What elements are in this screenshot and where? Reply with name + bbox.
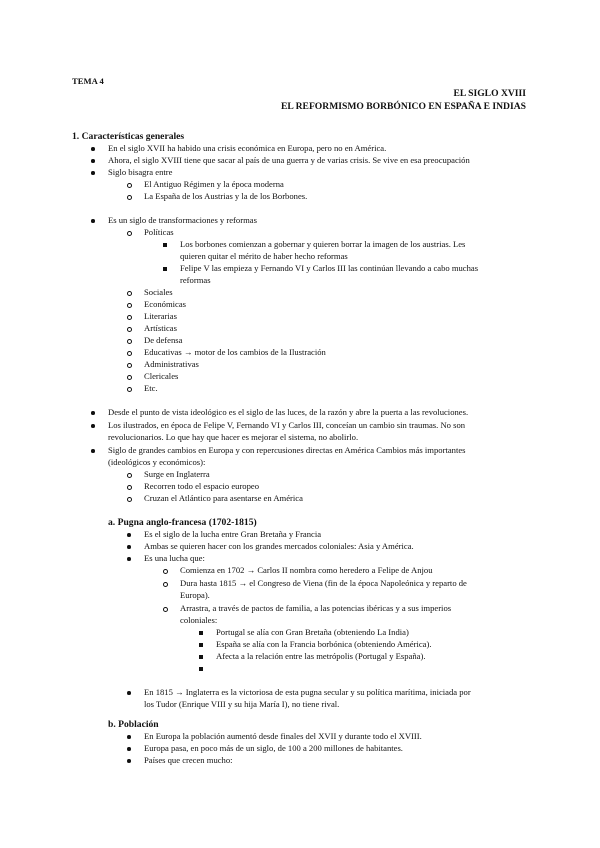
list-item: Es un siglo de transformaciones y reformas [108,215,257,225]
bullet-icon [91,147,95,151]
list-item: Comienza en 1702 → Carlos II nombra como heredero a Felipe de Anjou [180,565,433,575]
bullet-icon [127,557,131,561]
list-item: Países que crecen mucho: [144,755,233,765]
square-bullet-icon [199,667,203,671]
subsection-heading-poblacion: b. Población [108,719,159,730]
list-item: Siglo de grandes cambios en Europa y con repercusiones directas en América Cambios más importantes [108,445,466,455]
list-item: Los ilustrados, en época de Felipe V, Fernando VI y Carlos III, conceían un cambio sin traumas. No son [108,420,466,430]
bullet-icon [127,759,131,763]
list-item: Administrativas [144,359,199,369]
list-item: En 1815 → Inglaterra es la victoriosa de esta pugna secular y su política marítima, iniciada por [144,687,471,697]
bullet-icon [127,691,131,695]
list-item: Portugal se alía con Gran Bretaña (obteniendo La India) [216,627,409,637]
tema-label: TEMA 4 [72,76,104,86]
circle-bullet-icon [127,473,132,478]
square-bullet-icon [199,643,203,647]
bullet-icon [127,735,131,739]
list-item: Surge en Inglaterra [144,469,210,479]
circle-bullet-icon [127,327,132,332]
circle-bullet-icon [127,485,132,490]
circle-bullet-icon [127,291,132,296]
circle-bullet-icon [127,375,132,380]
list-item: Económicas [144,299,186,309]
list-item: Cruzan el Atlántico para asentarse en América [144,493,303,503]
square-bullet-icon [199,631,203,635]
list-item: Sociales [144,287,173,297]
circle-bullet-icon [127,303,132,308]
list-item: Desde el punto de vista ideológico es el siglo de las luces, de la razón y abre la puerta a las revoluciones. [108,407,469,417]
list-item: Dura hasta 1815 → el Congreso de Viena (fin de la época Napoleónica y reparto de [180,578,467,588]
list-item-continuation: reformas [180,275,211,285]
bullet-icon [91,449,95,453]
circle-bullet-icon [127,231,132,236]
list-item: En Europa la población aumentó desde finales del XVII y durante todo el XVIII. [144,731,422,741]
list-item: Es el siglo de la lucha entre Gran Bretaña y Francia [144,529,322,539]
list-item: Ambas se quieren hacer con los grandes mercados coloniales: Asia y América. [144,541,414,551]
bullet-icon [127,545,131,549]
list-item-continuation: revolucionarios. Lo que hay que hacer es mejorar el sistema, no abolirlo. [108,432,359,442]
list-item: Es una lucha que: [144,553,205,563]
list-item: La España de los Austrias y la de los Borbones. [144,191,308,201]
circle-bullet-icon [127,183,132,188]
list-item: Afecta a la relación entre las metrópolis (Portugal y España). [216,651,426,661]
section-heading-caracteristicas: 1. Características generales [72,131,185,142]
list-item: El Antiguo Régimen y la época moderna [144,179,284,189]
list-item: Educativas → motor de los cambios de la Ilustración [144,347,326,357]
list-item-continuation: Europa). [180,590,210,600]
list-item: Artísticas [144,323,177,333]
document-title-line2: EL REFORMISMO BORBÓNICO EN ESPAÑA E INDIAS [280,101,526,112]
circle-bullet-icon [127,387,132,392]
bullet-icon [91,171,95,175]
bullet-icon [127,747,131,751]
square-bullet-icon [199,655,203,659]
circle-bullet-icon [127,497,132,502]
circle-bullet-icon [127,363,132,368]
list-item: Ahora, el siglo XVIII tiene que sacar al país de una guerra y de varias crisis. Se vive en esa preocupación [108,155,470,165]
list-item: Políticas [144,227,174,237]
list-item: Felipe V las empieza y Fernando VI y Carlos III las continúan llevando a cabo muchas [180,263,479,273]
circle-bullet-icon [127,339,132,344]
list-item: Etc. [144,383,158,393]
bullet-icon [91,159,95,163]
circle-bullet-icon [127,315,132,320]
bullet-icon [127,533,131,537]
bullet-icon [91,411,95,415]
list-item-continuation: coloniales: [180,615,218,625]
document-title-line1: EL SIGLO XVIII [453,88,526,99]
list-item: Recorren todo el espacio europeo [144,481,260,491]
circle-bullet-icon [163,582,168,587]
bullet-icon [91,219,95,223]
list-item-continuation: quieren quitar el mérito de haber hecho reformas [180,251,348,261]
list-item: Arrastra, a través de pactos de familia, a las potencias ibéricas y a sus imperios [180,603,452,613]
list-item: Literarias [144,311,177,321]
bullet-icon [91,424,95,428]
circle-bullet-icon [127,351,132,356]
list-item-continuation: (ideológicos y económicos): [108,457,206,467]
list-item: De defensa [144,335,183,345]
list-item-continuation: los Tudor (Enrique VIII y su hija María I), no tiene rival. [144,699,340,709]
square-bullet-icon [163,267,167,271]
list-item: Los borbones comienzan a gobernar y quieren borrar la imagen de los austrias. Les [180,239,466,249]
circle-bullet-icon [163,569,168,574]
circle-bullet-icon [163,607,168,612]
list-item: Clericales [144,371,179,381]
list-item: Europa pasa, en poco más de un siglo, de 100 a 200 millones de habitantes. [144,743,403,753]
list-item: Siglo bisagra entre [108,167,173,177]
list-item: En el siglo XVII ha habido una crisis económica en Europa, pero no en América. [108,143,387,153]
square-bullet-icon [163,243,167,247]
list-item: España se alía con la Francia borbónica (obteniendo América). [216,639,432,649]
circle-bullet-icon [127,195,132,200]
subsection-heading-pugna: a. Pugna anglo-francesa (1702-1815) [108,517,257,528]
